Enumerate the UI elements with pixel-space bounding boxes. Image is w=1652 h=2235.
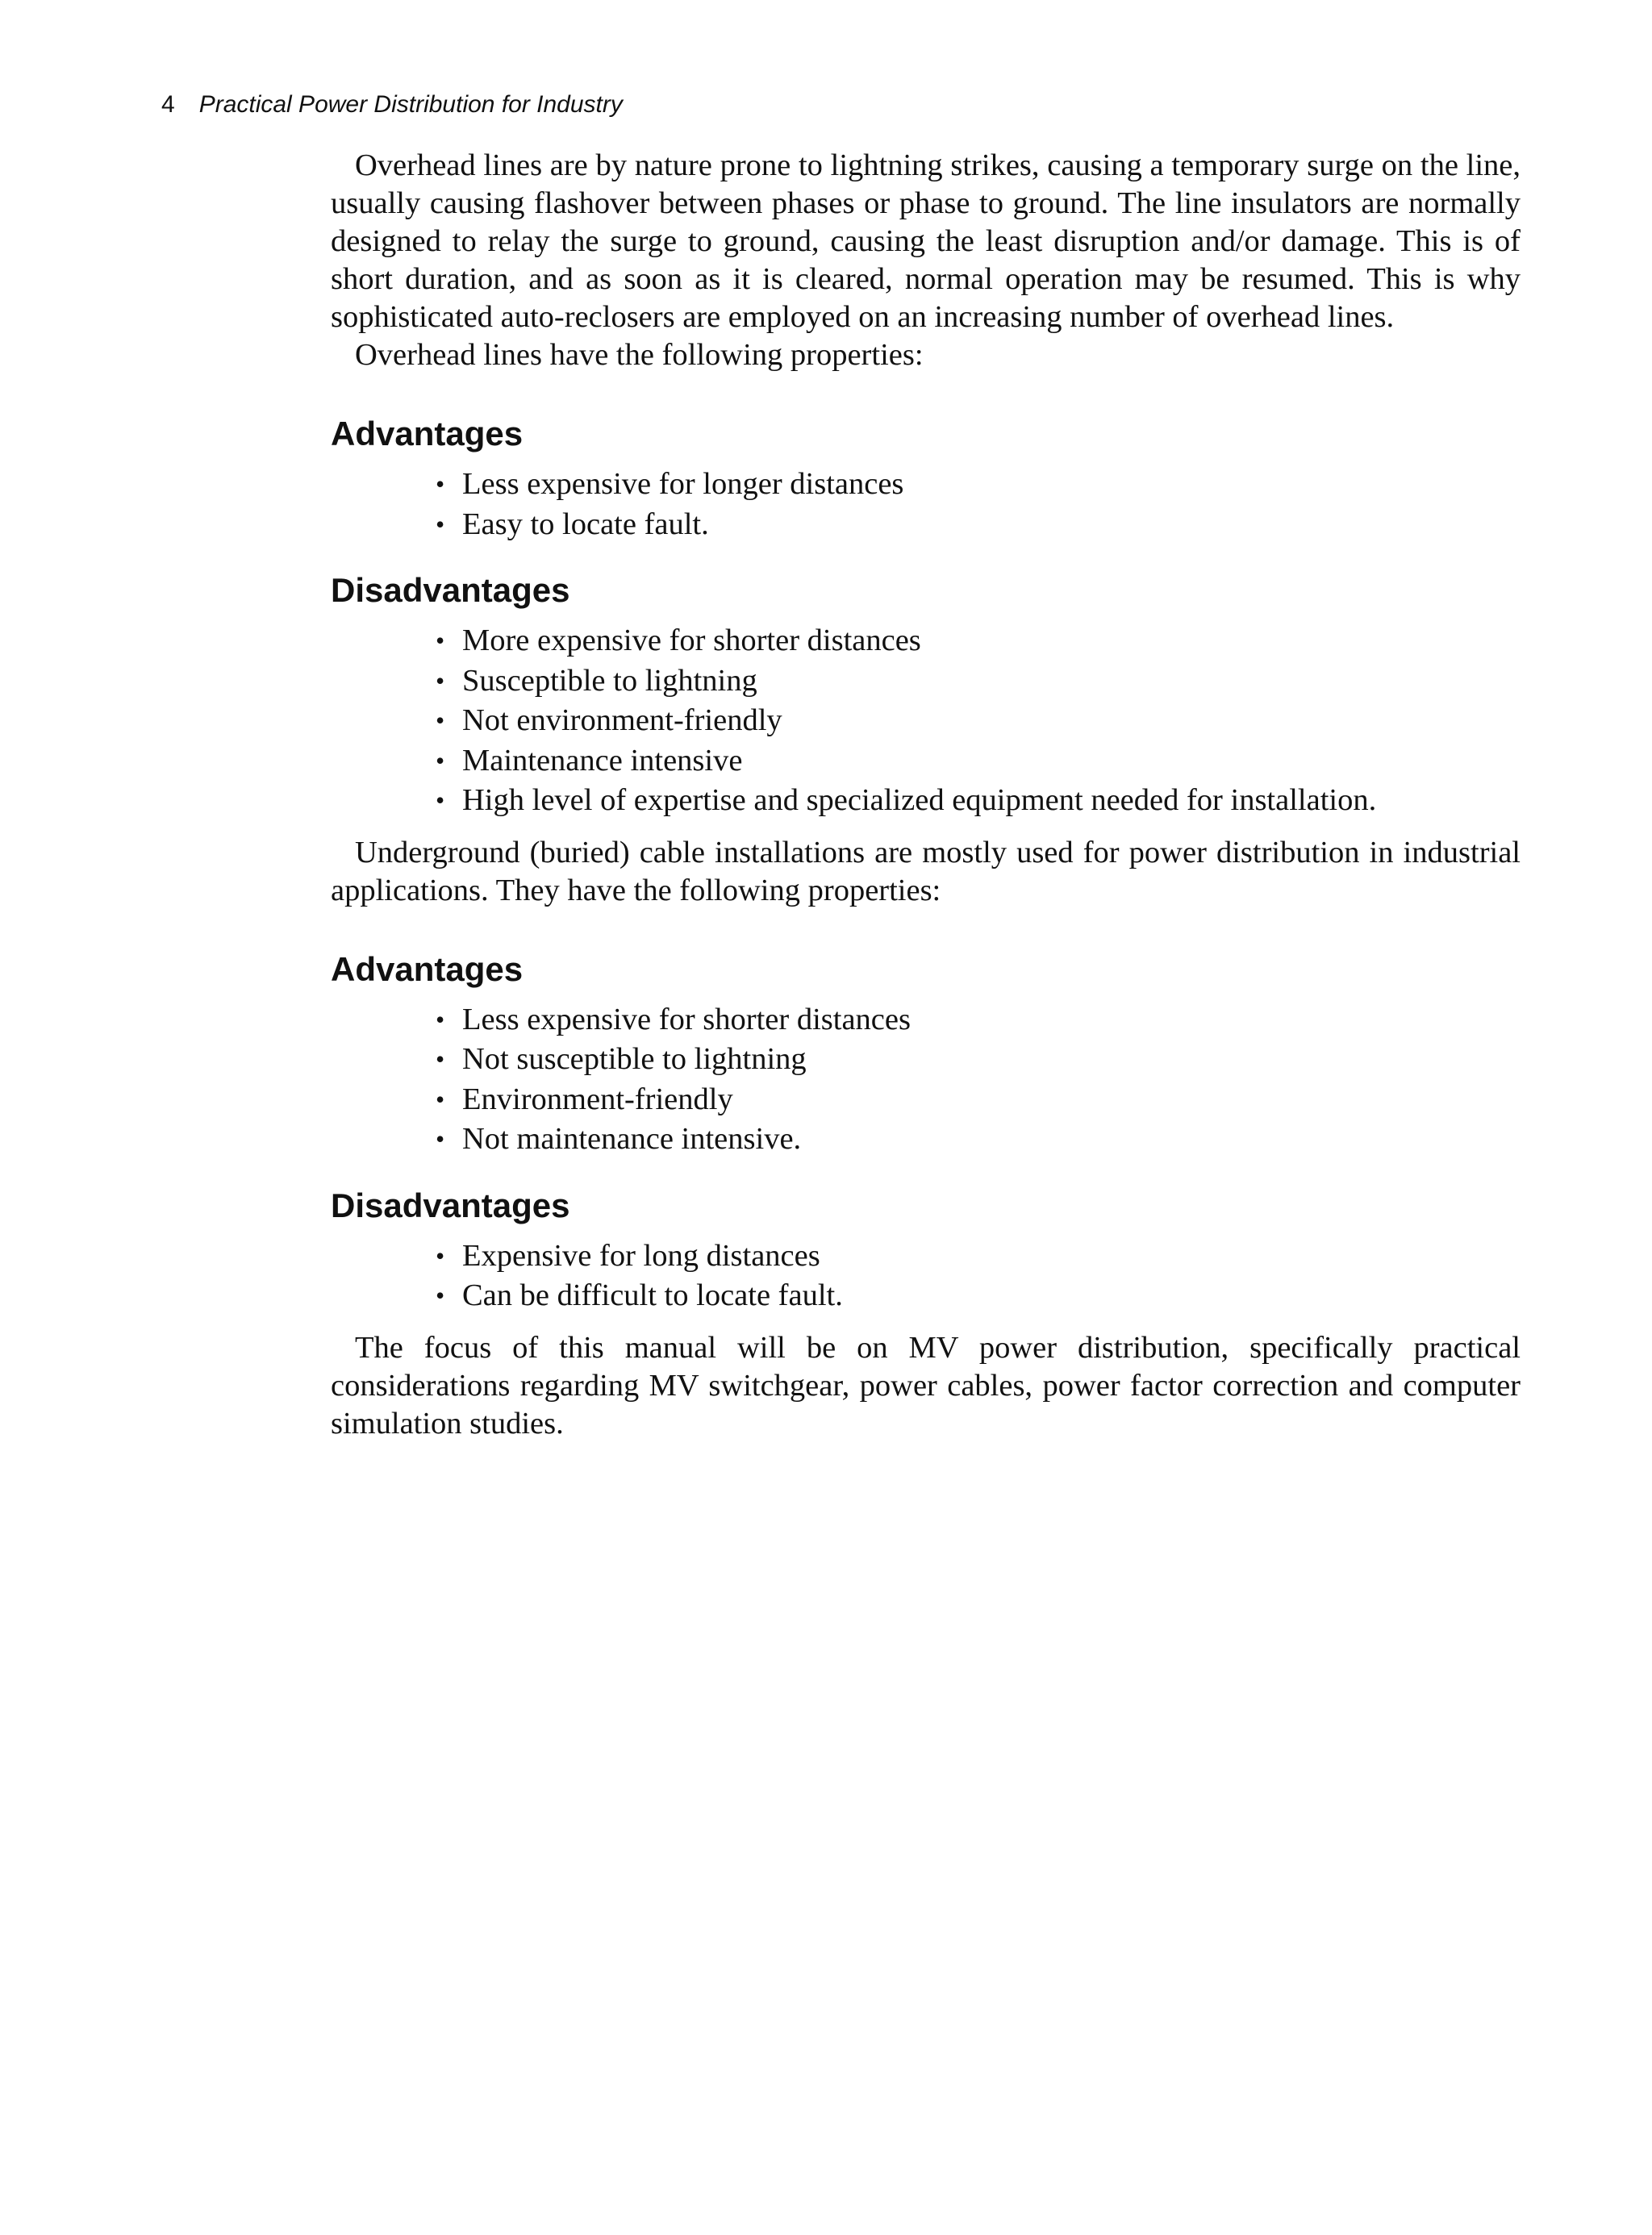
paragraph-manual-focus: The focus of this manual will be on MV power distribution, specifically practical considerations regarding MV switchgear, power cables, power factor correction and computer simulation studies. — [331, 1330, 1521, 1441]
paragraph-overhead-properties: Overhead lines have the following properties: — [355, 338, 924, 372]
bullet-icon: • — [436, 469, 445, 498]
bullet-icon: • — [436, 1241, 445, 1270]
paragraph-overhead-lightning: Overhead lines are by nature prone to lightning strikes, causing a temporary surge on the line, usually causing flashover between phases or phase to ground. The line insulators are normally designed to relay the surge to ground, causing the least disruption and/or damage. This is of short duration, and as soon as it is cleared, normal operation may be resumed. This is why sophisticated auto-reclosers are employed on an increasing number of overhead lines. — [331, 148, 1521, 334]
heading-underground-disadvantages: Disadvantages — [331, 1186, 570, 1224]
list-underground-disadvantages — [331, 1236, 1521, 1316]
bullet-icon: • — [436, 665, 445, 695]
bullet-icon: • — [436, 509, 445, 539]
list-overhead-disadvantages — [331, 621, 1521, 821]
list-item: • Less expensive for longer distances — [436, 465, 1521, 505]
heading-overhead-disadvantages: Disadvantages — [331, 571, 570, 609]
list-item: • Expensive for long distances — [436, 1236, 1521, 1277]
running-title: Practical Power Distribution for Industry — [198, 91, 623, 118]
bullet-icon: • — [436, 745, 445, 775]
bullet-icon: • — [436, 1045, 445, 1074]
heading-underground-advantages: Advantages — [331, 949, 524, 988]
bullet-icon: • — [436, 706, 445, 735]
heading-overhead-advantages: Advantages — [331, 415, 524, 452]
list-item: • Susceptible to lightning — [436, 661, 1521, 702]
page-number: 4 — [161, 91, 175, 118]
bullet-icon: • — [436, 1084, 445, 1114]
list-item: • Not maintenance intensive. — [436, 1120, 1521, 1160]
list-item: • Less expensive for shorter distances — [436, 1000, 1521, 1040]
list-item: • Can be difficult to locate fault. — [436, 1276, 1521, 1316]
list-overhead-advantages — [331, 465, 1521, 544]
list-underground-advantages — [331, 1000, 1521, 1160]
paragraph-underground-properties: Underground (buried) cable installations are mostly used for power distribution in industrial applications. They have the following properties: — [331, 835, 1521, 907]
bullet-icon: • — [436, 1124, 445, 1153]
bullet-icon: • — [436, 626, 445, 655]
bullet-icon: • — [436, 1281, 445, 1310]
list-item: • Maintenance intensive — [436, 741, 1521, 782]
list-item: • Environment-friendly — [436, 1080, 1521, 1120]
page-header — [161, 90, 623, 119]
list-item: • More expensive for shorter distances — [436, 621, 1521, 661]
list-item: • Not environment-friendly — [436, 701, 1521, 741]
list-item: • Easy to locate fault. — [436, 505, 1521, 545]
page-body — [331, 147, 1521, 1443]
list-item: • High level of expertise and specialized equipment needed for installation. — [436, 781, 1521, 821]
bullet-icon: • — [436, 786, 445, 815]
list-item: • Not susceptible to lightning — [436, 1040, 1521, 1080]
bullet-icon: • — [436, 1004, 445, 1034]
